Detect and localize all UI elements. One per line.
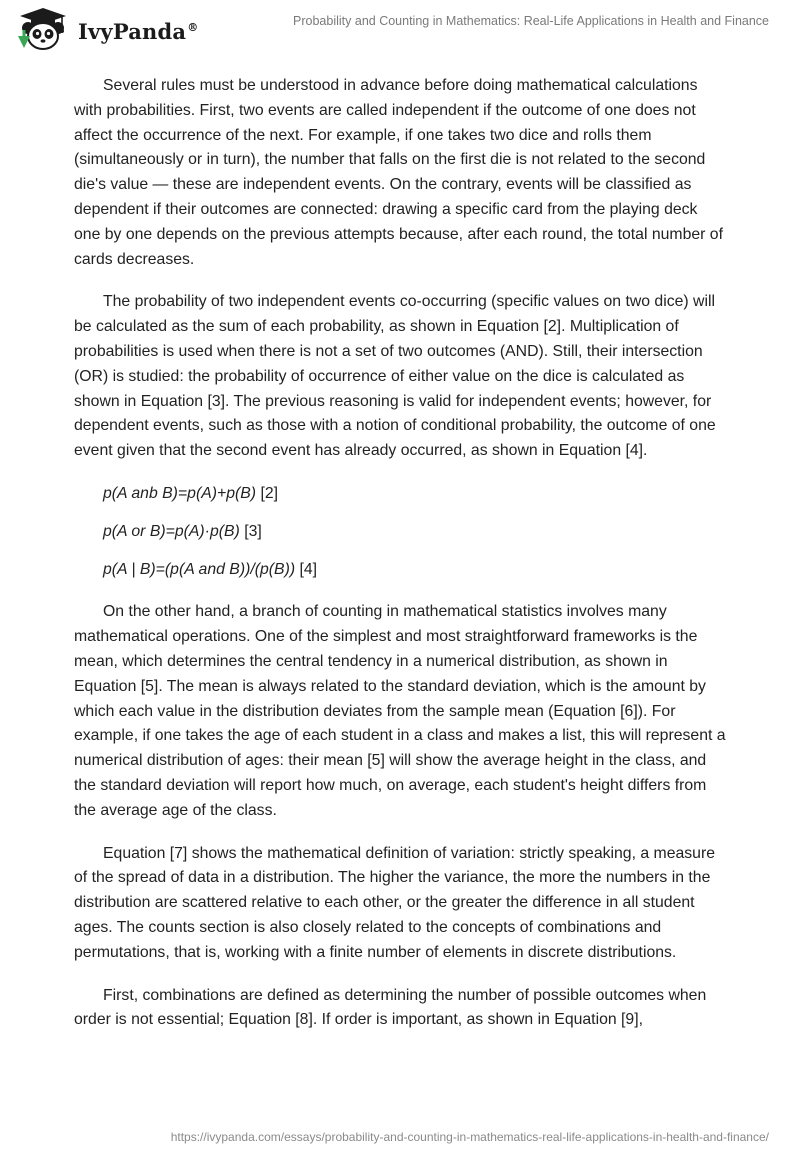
paragraph: The probability of two independent events co-occurring (specific values on two dice) will be calculated as the sum of each probability, as shown in Equation [2]. Multiplication of probabilities is used when there is not a set of two outcomes (AND). Still, their intersection (OR) is studied: the probability of occurrence of either value on the dice is calculated as shown in Equation [3]. The previous reasoning is valid for independent events; however, for dependent events, such as those with a notion of conditional probability, the outcome of one event given that the second event has already occurred, as shown in Equation [4].	[74, 293, 716, 460]
equation-formula: p(A or B)=p(A)·p(B)	[103, 522, 240, 540]
equation-ref: [2]	[260, 484, 279, 502]
document-title: Probability and Counting in Mathematics: Real-Life Applications in Health and Finance	[293, 14, 769, 28]
ivypanda-logo[interactable]	[14, 6, 198, 57]
equation-formula: p(A anb B)=p(A)+p(B)	[103, 484, 257, 502]
page-header	[0, 0, 800, 60]
panda-graduate-logo-icon	[14, 6, 72, 57]
paragraph: First, combinations are defined as determining the number of possible outcomes when order is not essential; Equation [8]. If order is important, as shown in Equation [9],	[74, 986, 707, 1029]
equation-4	[74, 558, 726, 583]
source-url[interactable]: https://ivypanda.com/essays/probability-and-counting-in-mathematics-real-life-applications-in-health-and-finance/	[170, 1130, 769, 1144]
equation-formula: p(A | B)=(p(A and B))/(p(B))	[103, 560, 296, 578]
registered-mark: ®	[187, 21, 199, 34]
paragraph: Several rules must be understood in advance before doing mathematical calculations with probabilities. First, two events are called independent if the outcome of one does not affect the occurrence of the next. For example, if one takes two dice and rolls them (simultaneously or in turn), the number that falls on the first die is not related to the second die's value — these are independent events. On the contrary, events will be classified as dependent if their outcomes are connected: drawing a specific card from the playing deck one by one depends on the previous attempts because, after each round, the total number of cards decreases.	[74, 77, 723, 268]
equation-3	[74, 520, 726, 545]
essay-body	[74, 74, 726, 1051]
equation-ref: [4]	[299, 560, 318, 578]
paragraph: Equation [7] shows the mathematical definition of variation: strictly speaking, a measure of the spread of data in a distribution. The higher the variance, the more the numbers in the distribution are scattered relative to each other, or the greater the difference in all student ages. The counts section is also closely related to the concepts of combinations and permutations, that is, working with a finite number of elements in discrete distributions.	[74, 844, 716, 961]
logo-wordmark	[78, 19, 198, 44]
logo-text: IvyPanda	[78, 19, 187, 44]
paragraph: On the other hand, a branch of counting in mathematical statistics involves many mathematical operations. One of the simplest and most straightforward frameworks is the mean, which determines the central tendency in a numerical distribution, as shown in Equation [5]. The mean is always related to the standard deviation, which is the amount by which each value in the distribution deviates from the sample mean (Equation [6]). For example, if one takes the age of each student in a class and makes a list, this will represent a numerical distribution of ages: their mean [5] will show the average height in the class, and the standard deviation will report how much, on average, each student's height differs from the average age of the class.	[74, 603, 726, 819]
equation-2	[74, 482, 726, 507]
equation-ref: [3]	[244, 522, 262, 540]
